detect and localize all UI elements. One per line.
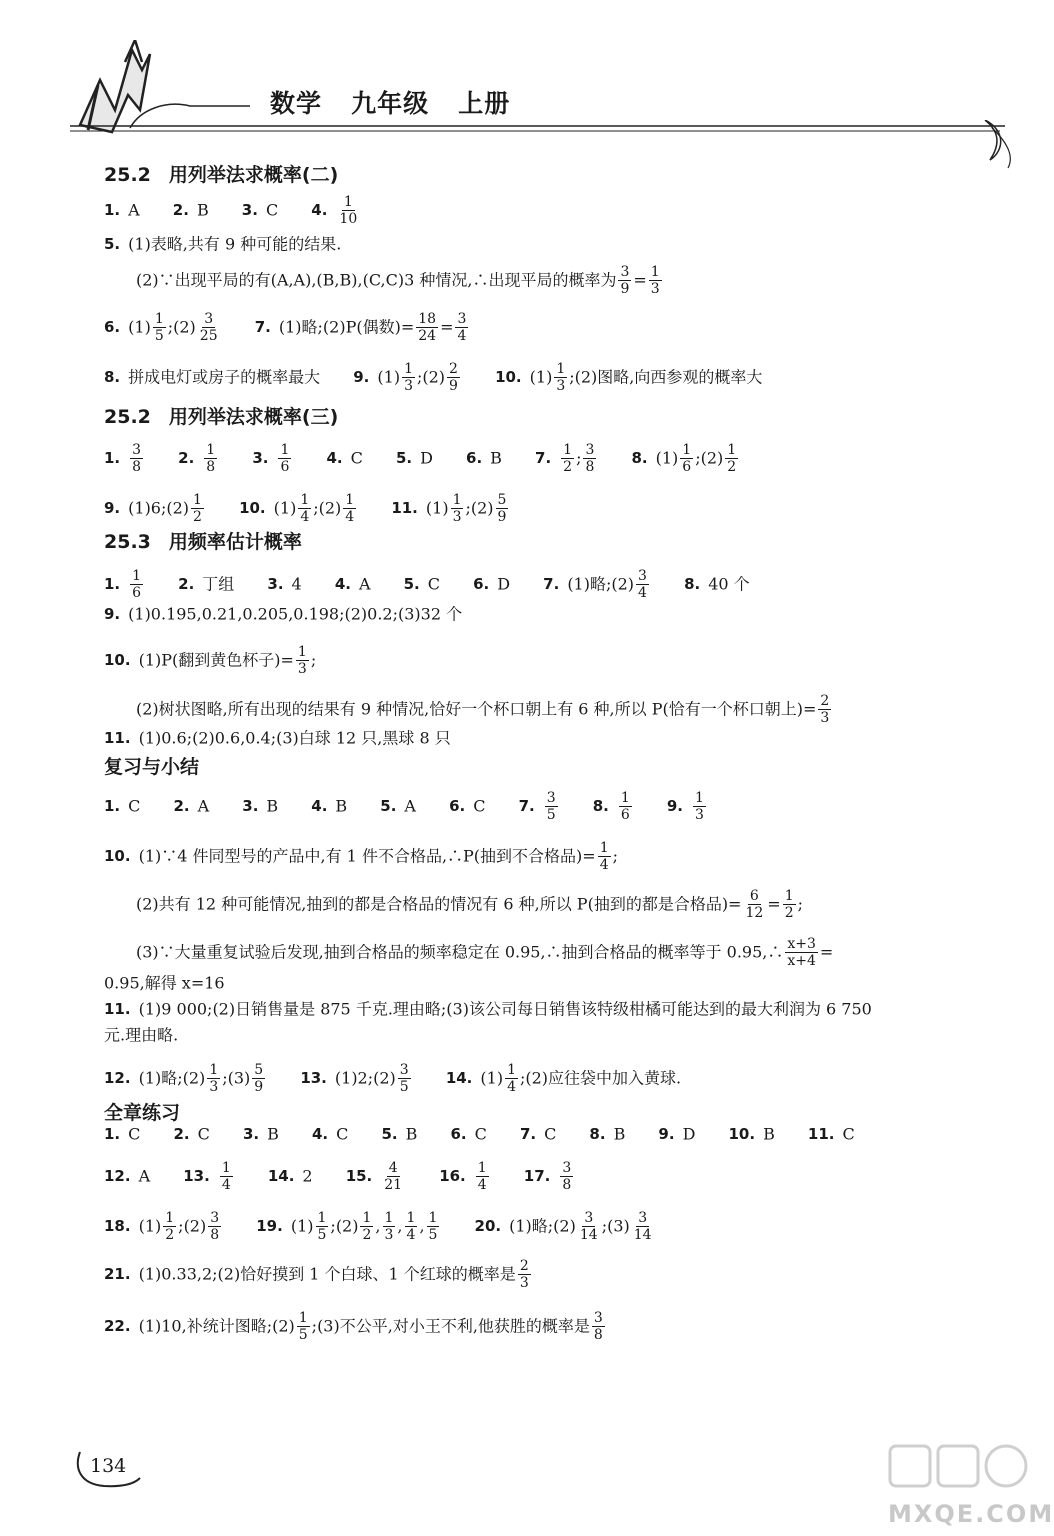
fraction: $\frac{5}{9}$ bbox=[254, 1062, 264, 1095]
watermark-text: MXQE.COM bbox=[888, 1500, 1054, 1528]
fraction: $\frac{2}{3}$ bbox=[820, 693, 830, 726]
answer-line: 12. A 13. $\frac{1}{4}$ 14. 2 15. $\frac{4}{21}$ 16. $\frac{1}{4}$ 17. $\frac{3}{8}$ bbox=[104, 1160, 572, 1193]
fraction: $\frac{3}{5}$ bbox=[546, 790, 556, 823]
fraction: $\frac{1}{2}$ bbox=[727, 442, 737, 475]
answer-line bbox=[104, 194, 389, 227]
fraction: $\frac{6}{12}$ bbox=[745, 888, 764, 921]
section-title: 用频率估计概率 bbox=[168, 531, 302, 553]
fraction: $\frac{1}{2}$ bbox=[563, 442, 573, 475]
fraction: $\frac{1}{6}$ bbox=[280, 442, 290, 475]
fraction: $\frac{3}{8}$ bbox=[132, 442, 142, 475]
answer-line: 元.理由略. bbox=[104, 1025, 179, 1045]
fraction: $\frac{1}{8}$ bbox=[206, 442, 216, 475]
fraction: $\frac{1}{4}$ bbox=[300, 492, 310, 525]
fraction: $\frac{5}{9}$ bbox=[497, 492, 507, 525]
fraction: $\frac{1}{3}$ bbox=[452, 492, 462, 525]
fraction: $\frac{3}{5}$ bbox=[399, 1062, 409, 1095]
fraction: $\frac{2}{9}$ bbox=[449, 361, 458, 394]
item-number: 5. bbox=[104, 235, 121, 253]
fraction: $\frac{1}{10}$ bbox=[339, 194, 358, 227]
fraction: $\frac{3}{4}$ bbox=[638, 568, 647, 601]
fraction: $\frac{1}{4}$ bbox=[507, 1062, 516, 1095]
section-heading bbox=[104, 527, 302, 554]
section-heading bbox=[104, 402, 338, 429]
fraction: $\frac{1}{4}$ bbox=[406, 1210, 416, 1243]
answer-line: 1. C 2. A 3. B 4. B 5. A 6. C 7. $\frac{3}{5}$ 8. $\frac{1}{6}$ 9. $\frac{1}{3}$ bbox=[104, 790, 704, 823]
fraction: $\frac{1}{2}$ bbox=[784, 888, 794, 921]
section-number: 25.3 bbox=[104, 531, 151, 553]
fraction: $\frac{1}{4}$ bbox=[477, 1160, 487, 1193]
fraction: $\frac{3}{14}$ bbox=[633, 1210, 652, 1243]
book-title: 数学 九年级 上册 bbox=[270, 89, 511, 118]
fraction: $\frac{1}{3}$ bbox=[297, 644, 307, 677]
fraction: $\frac{18}{24}$ bbox=[418, 311, 437, 344]
fraction: $\frac{1}{6}$ bbox=[682, 442, 692, 475]
fraction: $\frac{1}{5}$ bbox=[154, 311, 164, 344]
section-title: 用列举法求概率(二) bbox=[168, 164, 339, 186]
fraction: $\frac{3}{9}$ bbox=[620, 264, 630, 297]
answer-line: 0.95,解得 x=16 bbox=[104, 973, 225, 993]
answer-line: 10. (1)P(翻到黄色杯子)= $\frac{1}{3}$ ; bbox=[104, 644, 317, 677]
answer-line: 18. (1) $\frac{1}{2}$ ;(2) $\frac{3}{8}$ 19. (1) $\frac{1}{5}$ ;(2) $\frac{1}{2}$ , $\frac{1}{3}$ , $\frac{1}{4}$ , $\frac{1}{5}$ 20. (1)略;(2) $\frac{3}{14}$ ;(3) $\frac{3}{14}$ bbox=[104, 1210, 652, 1243]
fraction: $\frac{3}{8}$ bbox=[593, 1310, 603, 1343]
section-title: 全章练习 bbox=[104, 1102, 181, 1124]
item-number: 9. bbox=[353, 368, 370, 386]
answer-text: (2)∵出现平局的有(A,A),(B,B),(C,C)3 种情况,∴出现平局的概率为 bbox=[136, 270, 617, 290]
answer-text: (1)表略,共有 9 种可能的结果. bbox=[128, 234, 342, 254]
section-heading bbox=[104, 752, 199, 779]
fraction: $\frac{3}{8}$ bbox=[562, 1160, 572, 1193]
fraction: $\frac{4}{21}$ bbox=[384, 1160, 403, 1193]
fraction: $\frac{1}{2}$ bbox=[165, 1210, 175, 1243]
fraction: $\frac{1}{4}$ bbox=[221, 1160, 231, 1193]
section-title: 复习与小结 bbox=[104, 756, 200, 778]
fraction: $\frac{1}{4}$ bbox=[345, 492, 355, 525]
answer-line bbox=[104, 235, 341, 254]
fraction: $\frac{2}{3}$ bbox=[519, 1258, 529, 1291]
item-number: 1. bbox=[104, 201, 121, 220]
answer-line: 8. 拼成电灯或房子的概率最大 9. (1) $\frac{1}{3}$ ;(2) $\frac{2}{9}$ 10. (1) $\frac{1}{3}$ ;(2)图略,向西参观的概率大 bbox=[104, 361, 763, 394]
answer-line: 6. (1) $\frac{1}{5}$ ;(2) $\frac{3}{25}$ 7. (1)略;(2)P(偶数)= $\frac{18}{24}$ = $\frac{3}{4}$ bbox=[104, 311, 467, 344]
answer-line: 21. (1)0.33,2;(2)恰好摸到 1 个白球、1 个红球的概率是 $\frac{2}{3}$ bbox=[104, 1258, 529, 1291]
answer-line: 1. $\frac{1}{6}$ 2. 丁组 3. 4 4. A 5. C 6. D 7. (1)略;(2) $\frac{3}{4}$ 8. 40 个 bbox=[104, 568, 750, 601]
fraction: $\frac{1}{5}$ bbox=[298, 1310, 308, 1343]
item-number: 6. bbox=[104, 318, 121, 336]
fraction: $\frac{1}{3}$ bbox=[695, 790, 704, 823]
fraction: $\frac{3}{25}$ bbox=[199, 311, 218, 344]
fraction: $\frac{3}{14}$ bbox=[579, 1210, 598, 1243]
fraction: $\frac{1}{6}$ bbox=[132, 568, 142, 601]
answer-text: C bbox=[265, 200, 279, 220]
fraction: $\frac{x+3}{x+4}$ bbox=[787, 936, 816, 969]
answer-line: (2)∵出现平局的有(A,A),(B,B),(C,C)3 种情况,∴出现平局的概率为 $\frac{3}{9}$ = $\frac{1}{3}$ bbox=[136, 264, 660, 297]
fraction: $\frac{1}{5}$ bbox=[428, 1210, 438, 1243]
section-number: 25.2 bbox=[104, 406, 151, 428]
fraction: $\frac{3}{8}$ bbox=[210, 1210, 220, 1243]
fraction: $\frac{1}{3}$ bbox=[650, 264, 660, 297]
fraction: $\frac{1}{6}$ bbox=[620, 790, 630, 823]
section-title: 用列举法求概率(三) bbox=[168, 406, 339, 428]
item-number: 8. bbox=[104, 368, 121, 387]
item-number: 10. bbox=[495, 368, 522, 386]
section-number: 25.2 bbox=[104, 164, 151, 186]
fraction: $\frac{3}{8}$ bbox=[585, 442, 595, 475]
item-number: 7. bbox=[254, 318, 271, 336]
answer-line: 9. (1)6;(2) $\frac{1}{2}$ 10. (1) $\frac{1}{4}$ ;(2) $\frac{1}{4}$ 11. (1) $\frac{1}{3}$ ;(2) $\frac{5}{9}$ bbox=[104, 492, 507, 525]
page-header bbox=[70, 40, 1020, 160]
answer-line: 10. (1)∵4 件同型号的产品中,有 1 件不合格品,∴P(抽到不合格品)= $\frac{1}{4}$ ; bbox=[104, 840, 619, 873]
answer-text: B bbox=[196, 200, 209, 220]
item-number: 4. bbox=[311, 201, 328, 219]
answer-line: 9. (1)0.195,0.21,0.205,0.198;(2)0.2;(3)32 个 bbox=[104, 604, 463, 624]
item-number: 3. bbox=[241, 201, 258, 220]
answer-line: 22. (1)10,补统计图略;(2) $\frac{1}{5}$ ;(3)不公平,对小王不利,他获胜的概率是 $\frac{3}{8}$ bbox=[104, 1310, 603, 1343]
fraction: $\frac{1}{2}$ bbox=[362, 1210, 372, 1243]
fraction: $\frac{1}{3}$ bbox=[556, 361, 566, 394]
fraction: $\frac{1}{2}$ bbox=[193, 492, 202, 525]
fraction: $\frac{1}{3}$ bbox=[209, 1062, 219, 1095]
fraction: $\frac{1}{4}$ bbox=[599, 840, 609, 873]
item-number: 2. bbox=[172, 201, 189, 220]
answer-line: 12. (1)略;(2) $\frac{1}{3}$ ;(3) $\frac{5}{9}$ 13. (1)2;(2) $\frac{3}{5}$ 14. (1) $\frac{1}{4}$ ;(2)应往袋中加入黄球. bbox=[104, 1062, 682, 1095]
section-heading bbox=[104, 1098, 180, 1125]
section-heading bbox=[104, 160, 338, 187]
fraction: $\frac{1}{5}$ bbox=[317, 1210, 327, 1243]
page-number: 134 bbox=[90, 1455, 127, 1477]
fraction: $\frac{1}{3}$ bbox=[404, 361, 413, 394]
fraction: $\frac{1}{3}$ bbox=[384, 1210, 394, 1243]
answer-line: (2)树状图略,所有出现的结果有 9 种情况,恰好一个杯口朝上有 6 种,所以 P(恰有一个杯口朝上)= $\frac{2}{3}$ bbox=[136, 693, 830, 726]
answer-line: 1. C 2. C 3. B 4. C 5. B 6. C 7. C 8. B 9. D 10. B 11. C bbox=[104, 1124, 855, 1144]
answer-line: (2)共有 12 种可能情况,抽到的都是合格品的情况有 6 种,所以 P(抽到的都是合格品)= $\frac{6}{12}$ = $\frac{1}{2}$ ; bbox=[136, 888, 804, 921]
answer-line: 11. (1)9 000;(2)日销售量是 875 千克.理由略;(3)该公司每日销售该特级柑橘可能达到的最大利润为 6 750 bbox=[104, 999, 872, 1019]
answer-line: 1. $\frac{3}{8}$ 2. $\frac{1}{8}$ 3. $\frac{1}{6}$ 4. C 5. D 6. B 7. $\frac{1}{2}$ ; $\frac{3}{8}$ 8. (1) $\frac{1}{6}$ ;(2) $\frac{1}{2}$ bbox=[104, 442, 737, 475]
answer-text: A bbox=[128, 200, 140, 220]
fraction: $\frac{3}{4}$ bbox=[457, 311, 467, 344]
answer-line: (3)∵大量重复试验后发现,抽到合格品的频率稳定在 0.95,∴抽到合格品的概率等于 0.95,∴ $\frac{x+3}{x+4}$ = bbox=[136, 936, 834, 969]
answer-line: 11. (1)0.6;(2)0.6,0.4;(3)白球 12 只,黑球 8 只 bbox=[104, 728, 451, 748]
